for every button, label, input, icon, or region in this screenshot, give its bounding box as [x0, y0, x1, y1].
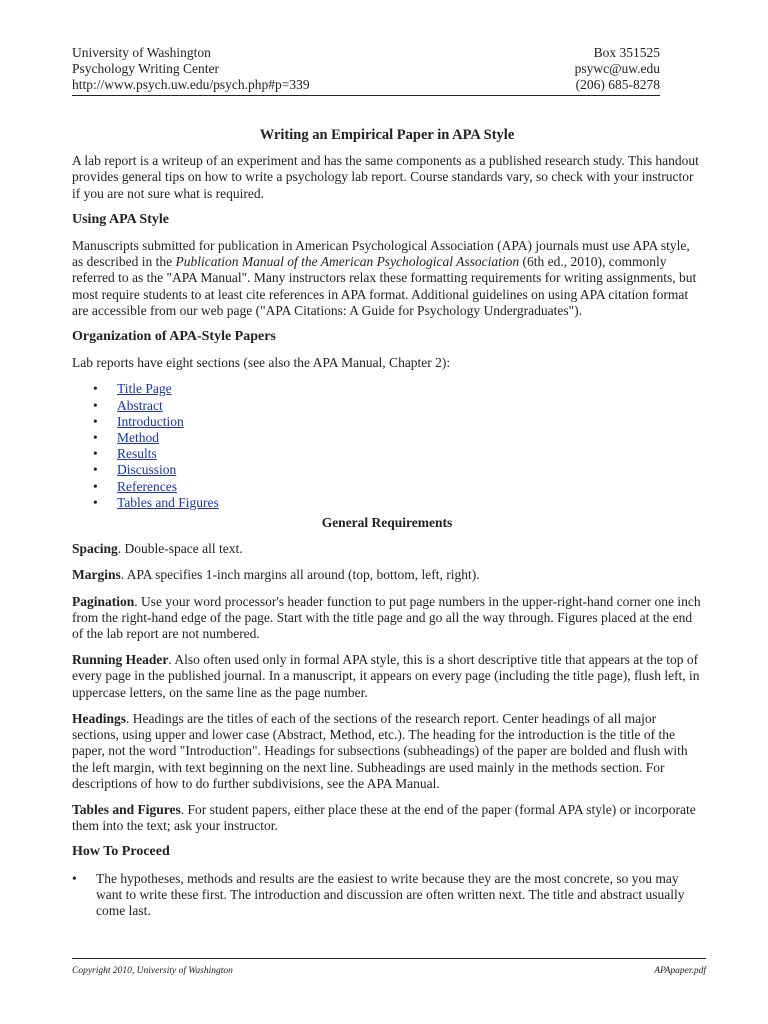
requirement-running-header — [72, 652, 702, 701]
link-introduction[interactable]: Introduction — [117, 413, 184, 429]
header-url: http://www.psych.uw.edu/psych.php#p=339 — [72, 77, 310, 93]
term-label: Spacing — [72, 541, 118, 557]
term-text: . APA specifies 1-inch margins all around (top, bottom, left, right). — [120, 567, 480, 583]
document-body — [72, 127, 702, 919]
list-item — [72, 414, 702, 430]
requirement-margins — [72, 567, 702, 583]
intro-paragraph: A lab report is a writeup of an experiment and has the same components as a published research study. This handout provides general tips on how to write a psychology lab report. Course standards vary, so check with your instructor if you are not sure what is required. — [72, 153, 699, 201]
link-method[interactable]: Method — [117, 430, 159, 446]
bullet-icon: • — [93, 397, 98, 413]
header-phone: (206) 685-8278 — [575, 77, 660, 93]
term-label: Pagination — [72, 593, 135, 609]
bullet-icon: • — [93, 462, 98, 478]
requirement-spacing — [72, 541, 702, 557]
link-abstract[interactable]: Abstract — [117, 397, 163, 413]
section-heading-proceed: How To Proceed — [72, 844, 170, 860]
header-institution: University of Washington — [72, 45, 211, 60]
requirement-pagination — [72, 594, 702, 643]
list-item — [72, 398, 702, 414]
list-item — [72, 430, 702, 446]
header-divider — [72, 95, 660, 96]
term-text: . Also often used only in formal APA style, this is a short descriptive title that appears at the top of every page in the published journal. In a manuscript, it appears on every page (including the title page), flush left, in uppercase letters, on the same line as the page number. — [72, 652, 700, 700]
proceed-list — [72, 871, 702, 920]
section-heading-organization: Organization of APA-Style Papers — [72, 329, 276, 345]
header-box: Box 351525 — [593, 45, 660, 60]
term-label: Running Header — [72, 652, 169, 668]
bullet-icon: • — [93, 413, 98, 429]
list-item — [72, 446, 702, 462]
manual-title: Publication Manual of the American Psychological Association — [175, 254, 520, 270]
section-link-list — [72, 381, 702, 511]
term-text: . Double-space all text. — [117, 541, 243, 557]
bullet-icon: • — [72, 870, 77, 886]
term-label: Headings — [72, 710, 127, 726]
term-label: Tables and Figures — [72, 801, 181, 817]
footer-copyright: Copyright 2010, University of Washington — [72, 966, 233, 976]
list-item — [72, 462, 702, 478]
link-results[interactable]: Results — [117, 446, 157, 462]
list-item — [72, 381, 702, 397]
using-apa-paragraph — [72, 238, 702, 319]
header-right — [575, 45, 660, 94]
list-item — [72, 479, 702, 495]
using-apa-text-1: Manuscripts submitted for publication in American Psychological Association (APA) journals must use APA style, as described in the — [72, 238, 690, 270]
organization-paragraph: Lab reports have eight sections (see also the APA Manual, Chapter 2): — [72, 355, 451, 371]
proceed-text: The hypotheses, methods and results are the easiest to write because they are the most concrete, so you may want to write these first. The introduction and discussion are often written next. The title and abstract usually come last. — [96, 870, 685, 918]
header-left — [72, 45, 310, 94]
bullet-icon: • — [93, 446, 98, 462]
bullet-icon: • — [93, 430, 98, 446]
requirement-headings — [72, 711, 702, 792]
requirement-tables-figures — [72, 802, 702, 834]
link-title-page[interactable]: Title Page — [117, 381, 172, 397]
document-title: Writing an Empirical Paper in APA Style — [259, 127, 515, 143]
list-item — [72, 495, 702, 511]
list-item — [72, 871, 702, 920]
term-text: . Headings are the titles of each of the sections of the research report. Center headings of all major sections, using upper and lower case (Abstract, Method, etc.). The heading for the introduction is the title of the paper, not the word "Introduction". Headings for subsections (subheadings) of the paper are bolded and flush with the left margin, with text beginning on the next line. Subheadings are used mainly in the methods section. For descriptions of how to do further subdivisions, see the APA Manual. — [72, 710, 688, 791]
bullet-icon: • — [93, 478, 98, 494]
term-text: . For student papers, either place these at the end of the paper (formal APA style) or incorporate them into the text; ask your instructor. — [72, 801, 696, 834]
term-label: Margins — [72, 567, 121, 583]
section-heading-using-apa: Using APA Style — [72, 211, 169, 227]
section-heading-general: General Requirements — [321, 515, 453, 531]
link-discussion[interactable]: Discussion — [117, 462, 177, 478]
bullet-icon: • — [93, 381, 98, 397]
bullet-icon: • — [93, 494, 98, 510]
header-email: psywc@uw.edu — [574, 61, 660, 77]
using-apa-text-2: (6th ed., 2010), commonly referred to as the "APA Manual". Many instructors relax these formatting requirements for writing assignments, but most require students to at least cite references in APA format. Additional guidelines on using APA citation format are accessible from our web page ("APA Citations: A Guide for Psychology Undergraduates"). — [72, 254, 697, 318]
term-text: . Use your word processor's header function to put page numbers in the upper-right-hand corner one inch from the right-hand edge of the page. Start with the title page and go all the way through. Figures placed at the end of the lab report are not numbered. — [72, 593, 701, 642]
link-references[interactable]: References — [117, 478, 177, 494]
footer-divider — [72, 958, 706, 959]
link-tables-figures[interactable]: Tables and Figures — [117, 494, 219, 510]
header-department: Psychology Writing Center — [72, 61, 219, 77]
footer-filename: APApaper.pdf — [654, 966, 706, 976]
